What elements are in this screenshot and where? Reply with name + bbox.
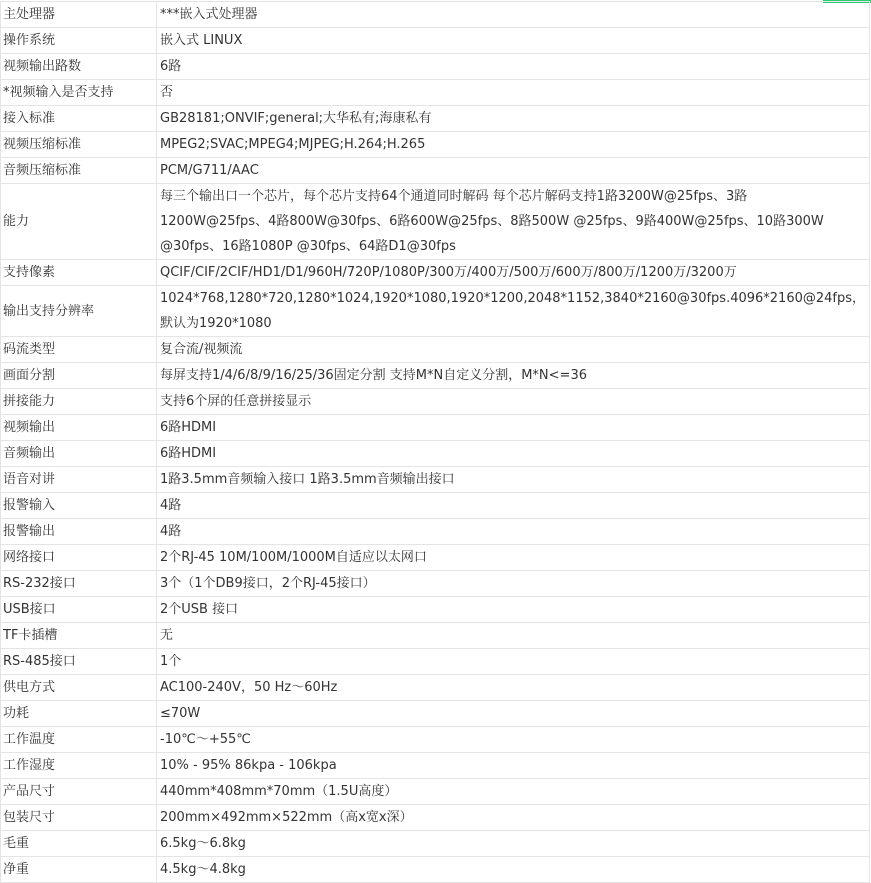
- spec-label: 视频输出路数: [1, 54, 157, 80]
- spec-value: 4.5kg～4.8kg: [157, 857, 870, 883]
- table-row: [1, 675, 870, 701]
- table-row: [1, 857, 870, 883]
- spec-value: 2个USB 接口: [157, 597, 870, 623]
- spec-value: [157, 286, 870, 337]
- table-row: [1, 158, 870, 184]
- table-row: [1, 184, 870, 260]
- spec-label: *视频输入是否支持: [1, 80, 157, 106]
- spec-value: 支持6个屏的任意拼接显示: [157, 389, 870, 415]
- spec-value: AC100-240V，50 Hz～60Hz: [157, 675, 870, 701]
- spec-label: 画面分割: [1, 363, 157, 389]
- spec-label: 产品尺寸: [1, 779, 157, 805]
- spec-label: 供电方式: [1, 675, 157, 701]
- table-row: [1, 493, 870, 519]
- table-row: [1, 571, 870, 597]
- table-row: [1, 597, 870, 623]
- spec-value: 否: [157, 80, 870, 106]
- table-row: [1, 805, 870, 831]
- spec-value: 每屏支持1/4/6/8/9/16/25/36固定分割 支持M*N自定义分割，M*N<=36: [157, 363, 870, 389]
- spec-label: 视频压缩标准: [1, 132, 157, 158]
- spec-value: MPEG2;SVAC;MPEG4;MJPEG;H.264;H.265: [157, 132, 870, 158]
- table-row: [1, 337, 870, 363]
- spec-value: 200mm×492mm×522mm（高x宽x深）: [157, 805, 870, 831]
- table-row: [1, 415, 870, 441]
- table-row: [1, 441, 870, 467]
- spec-value: ≤70W: [157, 701, 870, 727]
- spec-label: 毛重: [1, 831, 157, 857]
- spec-table-body: [1, 2, 870, 883]
- table-row: [1, 701, 870, 727]
- spec-label: 音频压缩标准: [1, 158, 157, 184]
- table-row: [1, 106, 870, 132]
- spec-value: GB28181;ONVIF;general;大华私有;海康私有: [157, 106, 870, 132]
- spec-label: 音频输出: [1, 441, 157, 467]
- table-row: [1, 80, 870, 106]
- table-row: [1, 132, 870, 158]
- spec-value: 无: [157, 623, 870, 649]
- spec-value-line: @30fps、16路1080P @30fps、64路D1@30fps: [160, 239, 456, 254]
- table-row: [1, 363, 870, 389]
- table-row: [1, 649, 870, 675]
- table-row: [1, 467, 870, 493]
- spec-label: 净重: [1, 857, 157, 883]
- spec-value: 1路3.5mm音频输入接口 1路3.5mm音频输出接口: [157, 467, 870, 493]
- spec-label: 包装尺寸: [1, 805, 157, 831]
- spec-label: 支持像素: [1, 260, 157, 286]
- spec-value: 3个（1个DB9接口，2个RJ-45接口）: [157, 571, 870, 597]
- spec-value: QCIF/CIF/2CIF/HD1/D1/960H/720P/1080P/300万/400万/500万/600万/800万/1200万/3200万: [157, 260, 870, 286]
- spec-label: 能力: [1, 184, 157, 260]
- spec-label: 码流类型: [1, 337, 157, 363]
- spec-label: 报警输入: [1, 493, 157, 519]
- table-row: [1, 28, 870, 54]
- table-row: [1, 2, 870, 28]
- spec-value: 4路: [157, 519, 870, 545]
- spec-value: 复合流/视频流: [157, 337, 870, 363]
- spec-label: 语音对讲: [1, 467, 157, 493]
- spec-value: 嵌入式 LINUX: [157, 28, 870, 54]
- spec-value: 1个: [157, 649, 870, 675]
- spec-value: 6路HDMI: [157, 441, 870, 467]
- spec-value: -10℃～+55℃: [157, 727, 870, 753]
- table-row: [1, 623, 870, 649]
- spec-label: 功耗: [1, 701, 157, 727]
- spec-label: TF卡插槽: [1, 623, 157, 649]
- spec-value: 440mm*408mm*70mm（1.5U高度）: [157, 779, 870, 805]
- spec-value: 2个RJ-45 10M/100M/1000M自适应以太网口: [157, 545, 870, 571]
- table-row: [1, 260, 870, 286]
- spec-table: [0, 1, 870, 883]
- spec-label: RS-232接口: [1, 571, 157, 597]
- spec-label: 输出支持分辨率: [1, 286, 157, 337]
- table-row: [1, 727, 870, 753]
- spec-value: PCM/G711/AAC: [157, 158, 870, 184]
- table-row: [1, 519, 870, 545]
- spec-value: 6.5kg～6.8kg: [157, 831, 870, 857]
- table-row: [1, 54, 870, 80]
- spec-value: 10% - 95% 86kpa - 106kpa: [157, 753, 870, 779]
- spec-value: [157, 184, 870, 260]
- spec-label: 视频输出: [1, 415, 157, 441]
- spec-value-line: 默认为1920*1080: [160, 316, 272, 331]
- spec-label: 接入标准: [1, 106, 157, 132]
- spec-value-line: 每三个输出口一个芯片，每个芯片支持64个通道同时解码 每个芯片解码支持1路3200W@25fps、3路: [160, 189, 748, 204]
- spec-label: USB接口: [1, 597, 157, 623]
- spec-label: RS-485接口: [1, 649, 157, 675]
- spec-value-line: 1200W@25fps、4路800W@30fps、6路600W@25fps、8路500W @25fps、9路400W@25fps、10路300W: [160, 214, 824, 229]
- table-row: [1, 831, 870, 857]
- table-row: [1, 389, 870, 415]
- table-row: [1, 286, 870, 337]
- spec-label: 主处理器: [1, 2, 157, 28]
- spec-value: 6路: [157, 54, 870, 80]
- spec-label: 网络接口: [1, 545, 157, 571]
- spec-value: 4路: [157, 493, 870, 519]
- spec-label: 报警输出: [1, 519, 157, 545]
- spec-value: ***嵌入式处理器: [157, 2, 870, 28]
- spec-value-line: 1024*768,1280*720,1280*1024,1920*1080,1920*1200,2048*1152,3840*2160@30fps.4096*2160@24fps，: [160, 291, 866, 306]
- spec-label: 工作温度: [1, 727, 157, 753]
- table-row: [1, 779, 870, 805]
- spec-label: 操作系统: [1, 28, 157, 54]
- spec-label: 拼接能力: [1, 389, 157, 415]
- spec-label: 工作湿度: [1, 753, 157, 779]
- spec-value: 6路HDMI: [157, 415, 870, 441]
- table-row: [1, 753, 870, 779]
- table-row: [1, 545, 870, 571]
